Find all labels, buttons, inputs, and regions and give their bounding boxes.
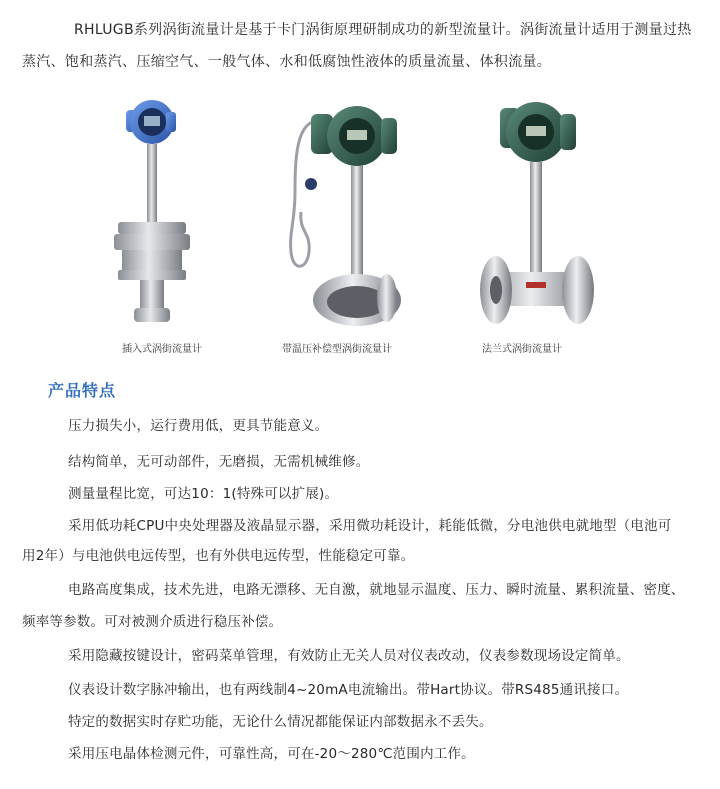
product-gallery xyxy=(0,92,720,362)
product-flange xyxy=(422,92,622,362)
feature-item: 压力损失小，运行费用低，更具节能意义。 xyxy=(68,418,329,434)
product-compensated xyxy=(237,92,437,362)
intro-line-2: 蒸汽、饱和蒸汽、压缩空气、一般气体、水和低腐蚀性液体的质量流量、体积流量。 xyxy=(22,54,552,70)
feature-item: 采用隐藏按键设计，密码菜单管理，有效防止无关人员对仪表改动，仪表参数现场设定简单。 xyxy=(68,648,630,664)
section-title: 产品特点 xyxy=(48,381,117,400)
compensated-flowmeter-image xyxy=(237,92,437,337)
product-insertion xyxy=(62,92,262,362)
feature-item: 结构简单，无可动部件，无磨损，无需机械维修。 xyxy=(68,454,370,470)
feature-item-continued: 频率等参数。可对被测介质进行稳压补偿。 xyxy=(22,614,283,630)
feature-item: 采用压电晶体检测元件，可靠性高，可在-20～280℃范围内工作。 xyxy=(68,746,475,762)
feature-item: 特定的数据实时存贮功能，无论什么情况都能保证内部数据永不丢失。 xyxy=(68,714,493,730)
feature-item: 采用低功耗CPU中央处理器及液晶显示器，采用微功耗设计，耗能低微，分电池供电就地型（电池可 xyxy=(68,518,672,534)
product-caption: 带温压补偿型涡街流量计 xyxy=(282,344,392,355)
product-caption: 插入式涡街流量计 xyxy=(122,344,202,355)
feature-item-continued: 用2年）与电池供电远传型，也有外供电远传型，性能稳定可靠。 xyxy=(22,548,415,564)
feature-item: 电路高度集成，技术先进，电路无漂移、无自激，就地显示温度、压力、瞬时流量、累积流量、密度、 xyxy=(68,582,685,598)
flange-flowmeter-image xyxy=(422,92,622,337)
product-caption: 法兰式涡街流量计 xyxy=(482,344,562,355)
feature-item: 仪表设计数字脉冲输出，也有两线制4~20mA电流输出。带Hart协议。带RS485通讯接口。 xyxy=(68,682,629,698)
intro-line-1: RHLUGB系列涡街流量计是基于卡门涡街原理研制成功的新型流量计。涡街流量计适用于测量过热 xyxy=(74,22,692,38)
insertion-flowmeter-image xyxy=(62,92,262,337)
feature-item: 测量量程比宽，可达10：1(特殊可以扩展)。 xyxy=(68,486,339,502)
